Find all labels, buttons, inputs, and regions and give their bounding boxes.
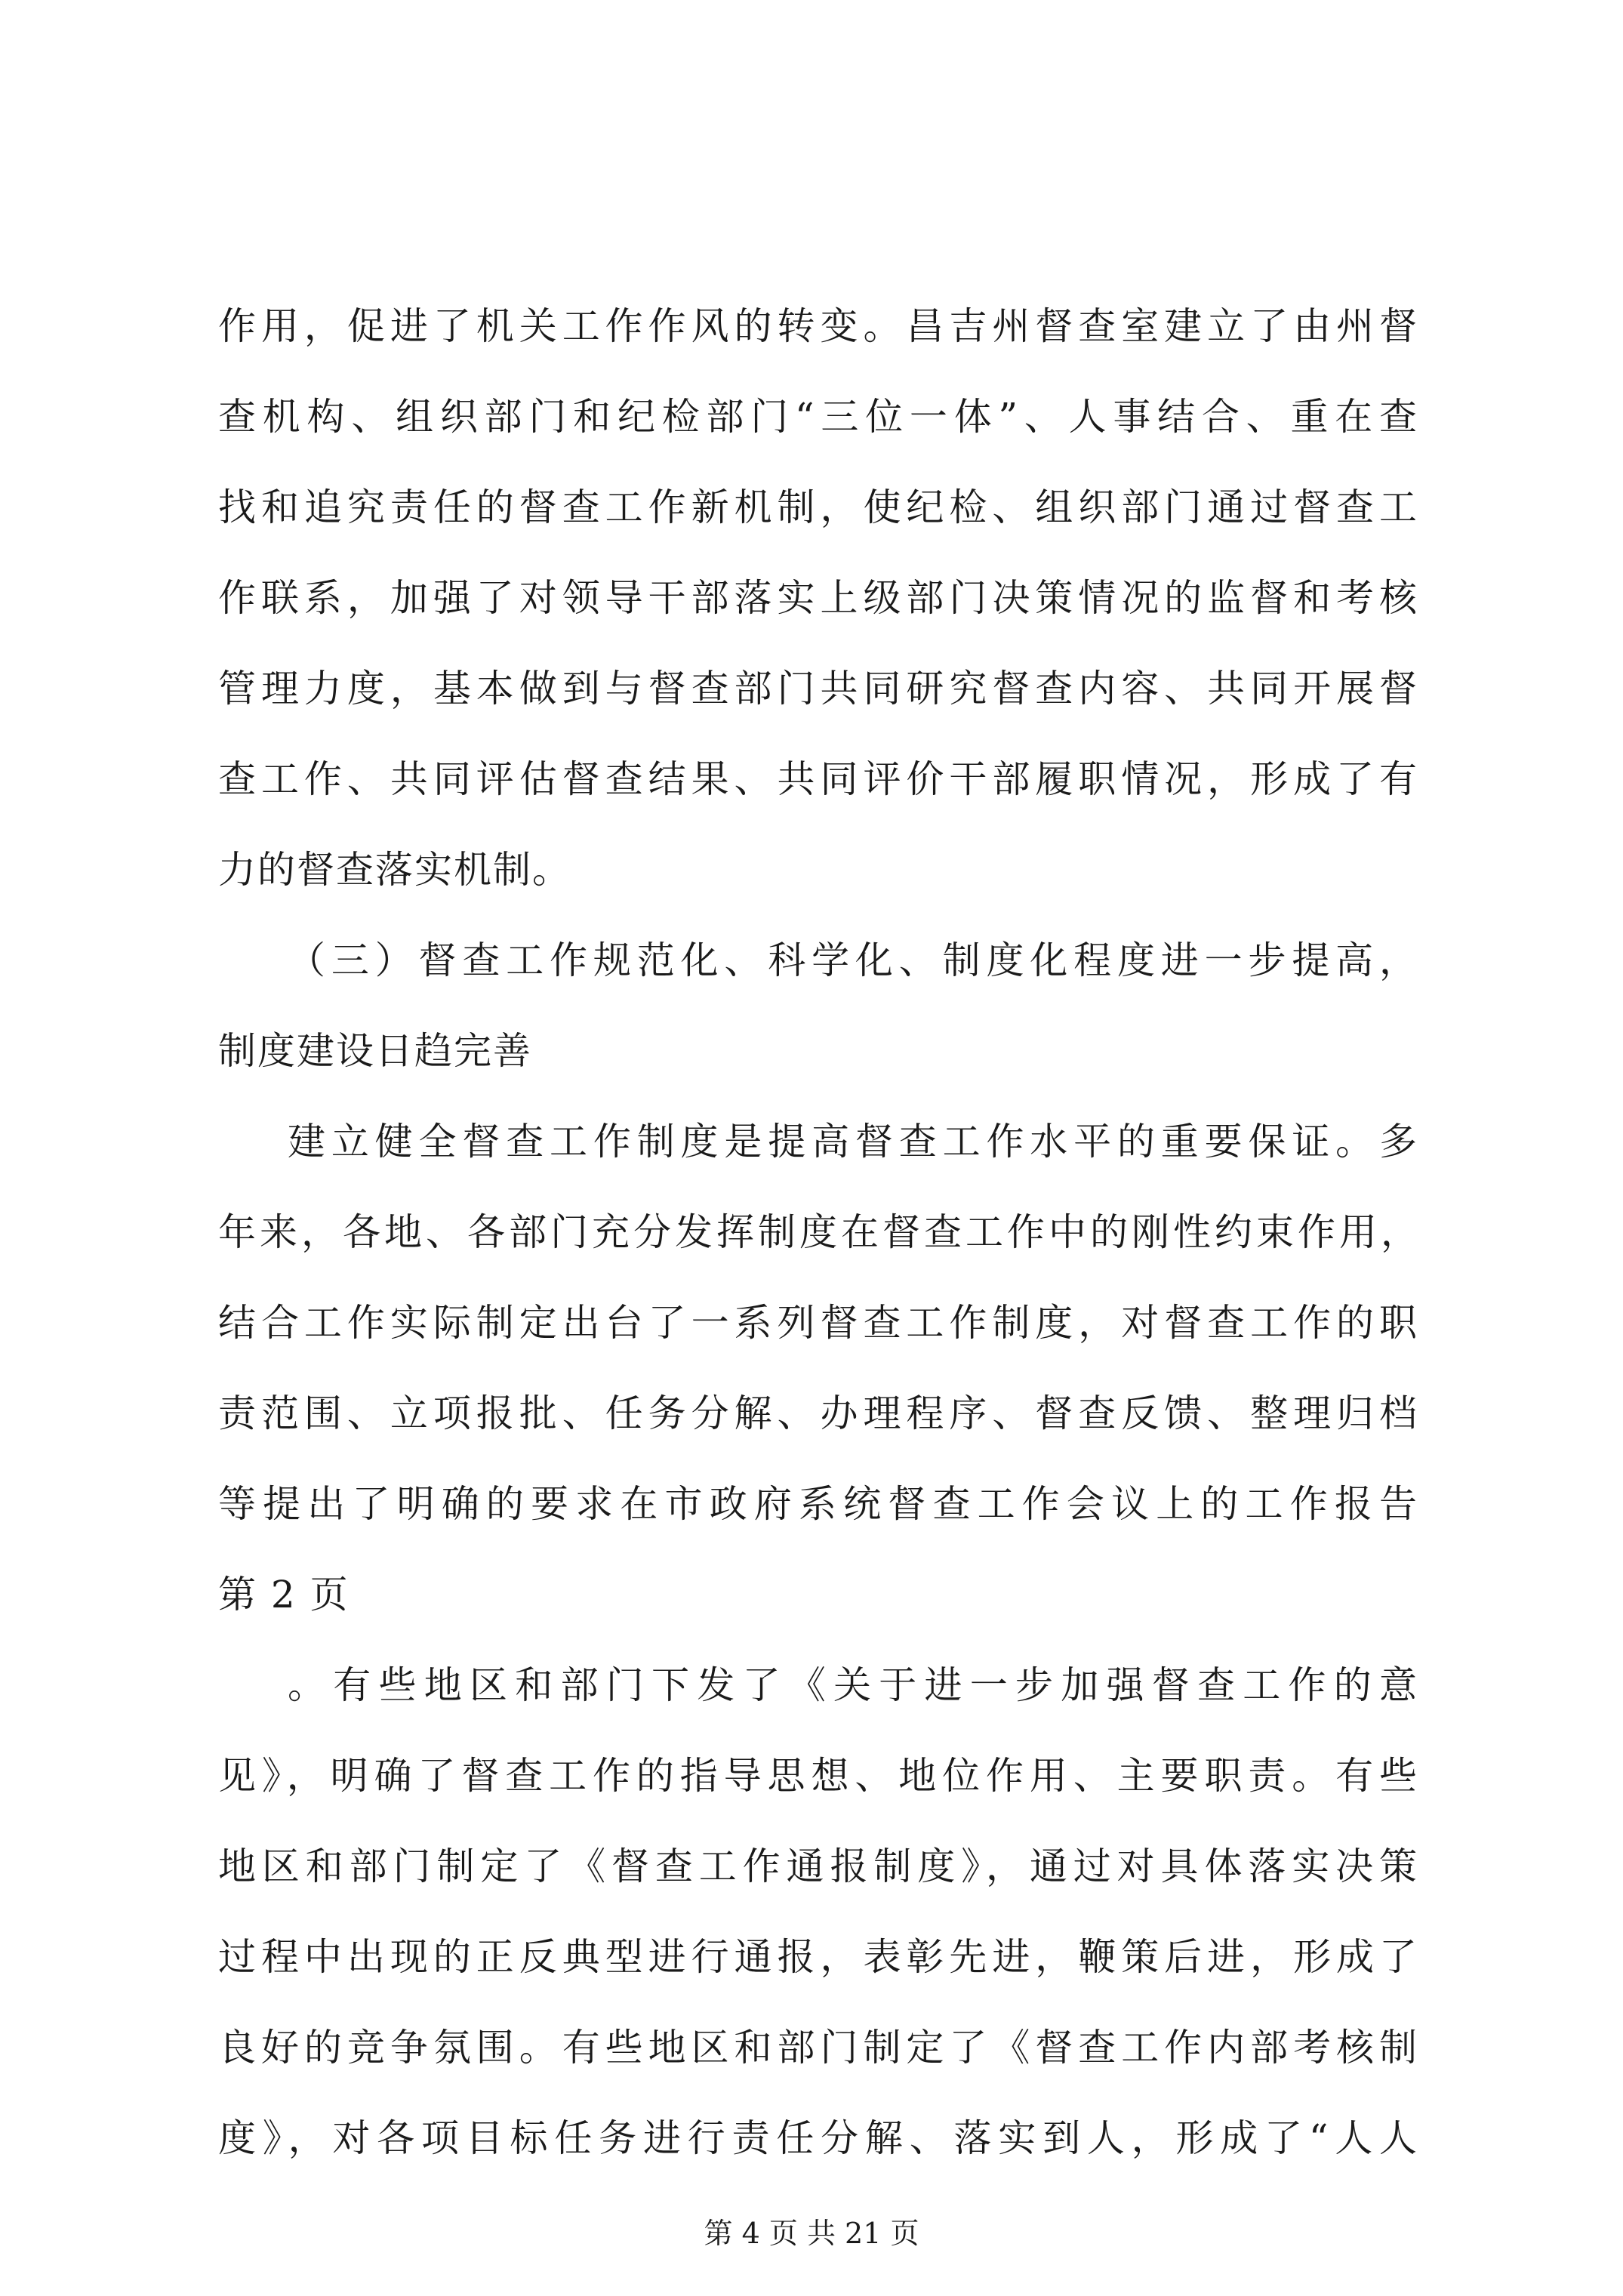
text-line: 建立健全督查工作制度是提高督查工作水平的重要保证。多 <box>288 1120 1418 1163</box>
text-line: 作用，促进了机关工作作风的转变。昌吉州督查室建立了由州督 <box>218 304 1418 348</box>
page-footer: 第 4 页 共 21 页 <box>704 2217 919 2250</box>
text-line: 度》，对各项目标任务进行责任分解、落实到人，形成了“人人 <box>218 2116 1418 2160</box>
text-line: 结合工作实际制定出台了一系列督查工作制度，对督查工作的职 <box>218 1301 1418 1345</box>
text-line: 等提出了明确的要求在市政府系统督查工作会议上的工作报告 <box>218 1482 1418 1526</box>
text-line: 年来，各地、各部门充分发挥制度在督查工作中的刚性约束作用， <box>218 1210 1418 1254</box>
text-line: 作联系，加强了对领导干部落实上级部门决策情况的监督和考核 <box>218 576 1418 620</box>
text-line: 。有些地区和部门下发了《关于进一步加强督查工作的意 <box>288 1663 1418 1707</box>
text-line: 良好的竞争氛围。有些地区和部门制定了《督查工作内部考核制 <box>218 2026 1418 2069</box>
text-line: 找和追究责任的督查工作新机制，使纪检、组织部门通过督查工 <box>218 485 1418 529</box>
inline-page-marker: 第 2 页 <box>218 1573 350 1616</box>
section-heading: （三）督查工作规范化、科学化、制度化程度进一步提高， <box>288 938 1418 982</box>
text-line: 见》，明确了督查工作的指导思想、地位作用、主要职责。有些 <box>218 1754 1418 1798</box>
text-line: 责范围、立项报批、任务分解、办理程序、督查反馈、整理归档 <box>218 1391 1418 1435</box>
section-heading-cont: 制度建设日趋完善 <box>218 1029 532 1073</box>
text-line: 力的督查落实机制。 <box>218 848 571 892</box>
text-line: 地区和部门制定了《督查工作通报制度》，通过对具体落实决策 <box>218 1845 1418 1888</box>
text-line: 过程中出现的正反典型进行通报，表彰先进，鞭策后进，形成了 <box>218 1935 1418 1979</box>
text-line: 管理力度，基本做到与督查部门共同研究督查内容、共同开展督 <box>218 667 1418 710</box>
text-line: 查工作、共同评估督查结果、共同评价干部履职情况，形成了有 <box>218 757 1418 801</box>
text-line: 查机构、组织部门和纪检部门“三位一体”、人事结合、重在查 <box>218 395 1418 439</box>
